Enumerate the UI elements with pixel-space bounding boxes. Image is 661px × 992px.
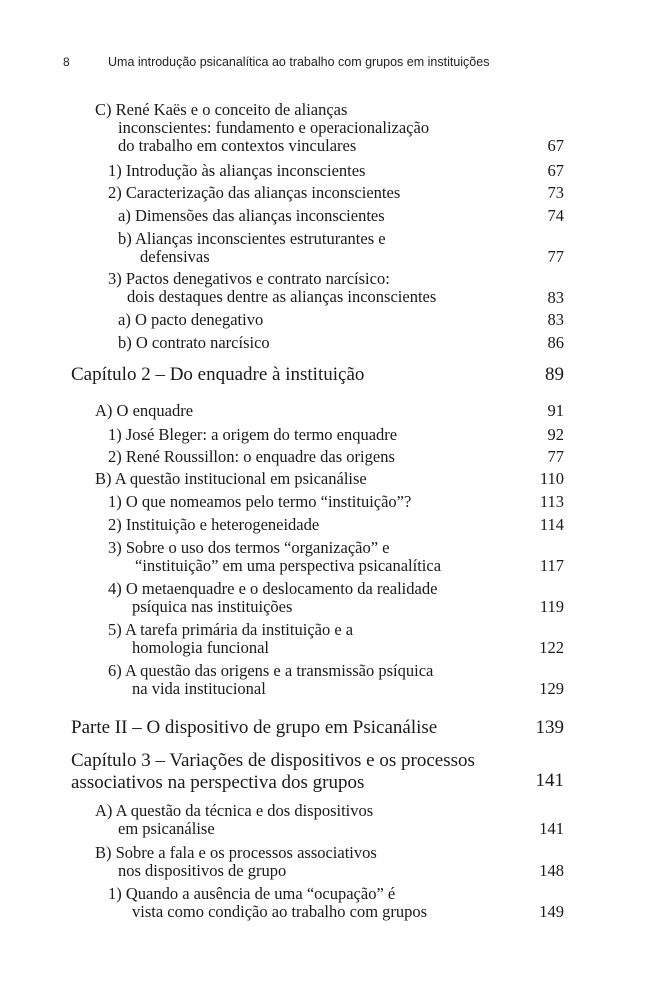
toc-page-number: 92 bbox=[547, 425, 564, 444]
toc-page-number: 113 bbox=[539, 492, 564, 511]
toc-entry-text: 1) Quando a ausência de uma “ocupação” é bbox=[108, 884, 396, 903]
toc-page-number: 91 bbox=[547, 401, 564, 420]
toc-entry bbox=[108, 493, 411, 511]
toc-entry-text: associativos na perspectiva dos grupos bbox=[71, 772, 365, 793]
toc-entry bbox=[108, 662, 433, 698]
toc-entry-text: 1) O que nomeamos pelo termo “instituição”? bbox=[108, 492, 412, 511]
toc-entry-text: nos dispositivos de grupo bbox=[118, 861, 287, 880]
toc-heading bbox=[71, 717, 437, 739]
toc-entry bbox=[118, 207, 385, 225]
toc-entry bbox=[108, 162, 365, 180]
toc-entry-text: “instituição” em uma perspectiva psicanalítica bbox=[135, 556, 442, 575]
toc-entry-text: 3) Sobre o uso dos termos “organização” e bbox=[108, 538, 390, 557]
toc-page-number: 149 bbox=[539, 902, 564, 921]
toc-entry bbox=[108, 270, 436, 306]
toc-entry bbox=[95, 402, 193, 420]
toc-entry-text: dois destaques dentre as alianças inconscientes bbox=[127, 287, 437, 306]
toc-entry-text: psíquica nas instituições bbox=[132, 597, 293, 616]
toc-page-number: 83 bbox=[547, 310, 564, 329]
toc-entry-text: Capítulo 2 – Do enquadre à instituição bbox=[71, 364, 365, 385]
toc-entry bbox=[118, 311, 263, 329]
toc-entry-text: 3) Pactos denegativos e contrato narcísico: bbox=[108, 269, 390, 288]
toc-entry-text: em psicanálise bbox=[118, 819, 215, 838]
toc-entry-text: do trabalho em contextos vinculares bbox=[118, 136, 357, 155]
toc-entry-text: C) René Kaës e o conceito de alianças bbox=[95, 100, 348, 119]
toc-entry bbox=[95, 101, 429, 155]
toc-entry-text: B) Sobre a fala e os processos associativos bbox=[95, 843, 377, 862]
toc-page-number: 77 bbox=[547, 247, 564, 266]
toc-entry bbox=[108, 580, 437, 616]
toc-entry-text: 6) A questão das origens e a transmissão psíquica bbox=[108, 661, 434, 680]
toc-entry bbox=[108, 885, 427, 921]
toc-entry-text: 1) José Bleger: a origem do termo enquadre bbox=[108, 425, 398, 444]
toc-entry bbox=[95, 802, 373, 838]
toc-heading bbox=[71, 364, 364, 386]
toc-page-number: 148 bbox=[539, 861, 564, 880]
toc-entry-text: 2) Caracterização das alianças inconscientes bbox=[108, 183, 401, 202]
toc-entry bbox=[108, 516, 319, 534]
toc-page-number: 73 bbox=[547, 183, 564, 202]
running-header-title: Uma introdução psicanalítica ao trabalho com grupos em instituições bbox=[108, 55, 490, 69]
toc-entry bbox=[108, 621, 353, 657]
toc-page-number: 77 bbox=[547, 447, 564, 466]
toc-entry-text: inconscientes: fundamento e operacionalização bbox=[118, 118, 430, 137]
toc-page-number: 86 bbox=[547, 333, 564, 352]
toc-entry-text: a) Dimensões das alianças inconscientes bbox=[118, 206, 385, 225]
toc-entry-text: b) O contrato narcísico bbox=[118, 333, 270, 352]
toc-page-number: 74 bbox=[547, 206, 564, 225]
toc-entry bbox=[118, 230, 386, 266]
toc-page-number: 141 bbox=[539, 819, 564, 838]
toc-page-number: 141 bbox=[535, 770, 564, 791]
toc-page-number: 117 bbox=[539, 556, 564, 575]
toc-page-number: 114 bbox=[539, 515, 564, 534]
toc-entry-text: 1) Introdução às alianças inconscientes bbox=[108, 161, 366, 180]
page-number: 8 bbox=[63, 55, 70, 69]
toc-entry-text: a) O pacto denegativo bbox=[118, 310, 264, 329]
toc-entry bbox=[95, 470, 367, 488]
toc-entry bbox=[108, 539, 441, 575]
toc-page-number: 110 bbox=[539, 469, 564, 488]
toc-entry-text: Capítulo 3 – Variações de dispositivos e os processos bbox=[71, 750, 475, 771]
toc-page-number: 67 bbox=[547, 136, 564, 155]
toc-entry-text: na vida institucional bbox=[132, 679, 266, 698]
toc-page-number: 89 bbox=[545, 364, 564, 385]
toc-entry-text: vista como condição ao trabalho com grupos bbox=[132, 902, 428, 921]
toc-entry bbox=[108, 184, 400, 202]
toc-entry bbox=[118, 334, 270, 352]
toc-page-number: 67 bbox=[547, 161, 564, 180]
toc-page-number: 139 bbox=[535, 717, 564, 738]
toc-entry-text: A) A questão da técnica e dos dispositivos bbox=[95, 801, 374, 820]
toc-entry-text: 4) O metaenquadre e o deslocamento da realidade bbox=[108, 579, 438, 598]
toc-entry bbox=[108, 426, 397, 444]
toc-entry-text: defensivas bbox=[140, 247, 210, 266]
toc-heading bbox=[71, 750, 475, 794]
toc-entry-text: 2) Instituição e heterogeneidade bbox=[108, 515, 320, 534]
toc-entry-text: b) Alianças inconscientes estruturantes e bbox=[118, 229, 386, 248]
toc-page-number: 122 bbox=[539, 638, 564, 657]
toc-entry bbox=[108, 448, 395, 466]
toc-entry-text: A) O enquadre bbox=[95, 401, 194, 420]
toc-page-number: 129 bbox=[539, 679, 564, 698]
toc-entry-text: Parte II – O dispositivo de grupo em Psicanálise bbox=[71, 717, 438, 738]
toc-entry-text: homologia funcional bbox=[132, 638, 270, 657]
toc-entry-text: B) A questão institucional em psicanálise bbox=[95, 469, 367, 488]
toc-page-number: 119 bbox=[539, 597, 564, 616]
toc-entry bbox=[95, 844, 377, 880]
toc-entry-text: 5) A tarefa primária da instituição e a bbox=[108, 620, 354, 639]
toc-entry-text: 2) René Roussillon: o enquadre das origens bbox=[108, 447, 395, 466]
toc-page-number: 83 bbox=[547, 288, 564, 307]
